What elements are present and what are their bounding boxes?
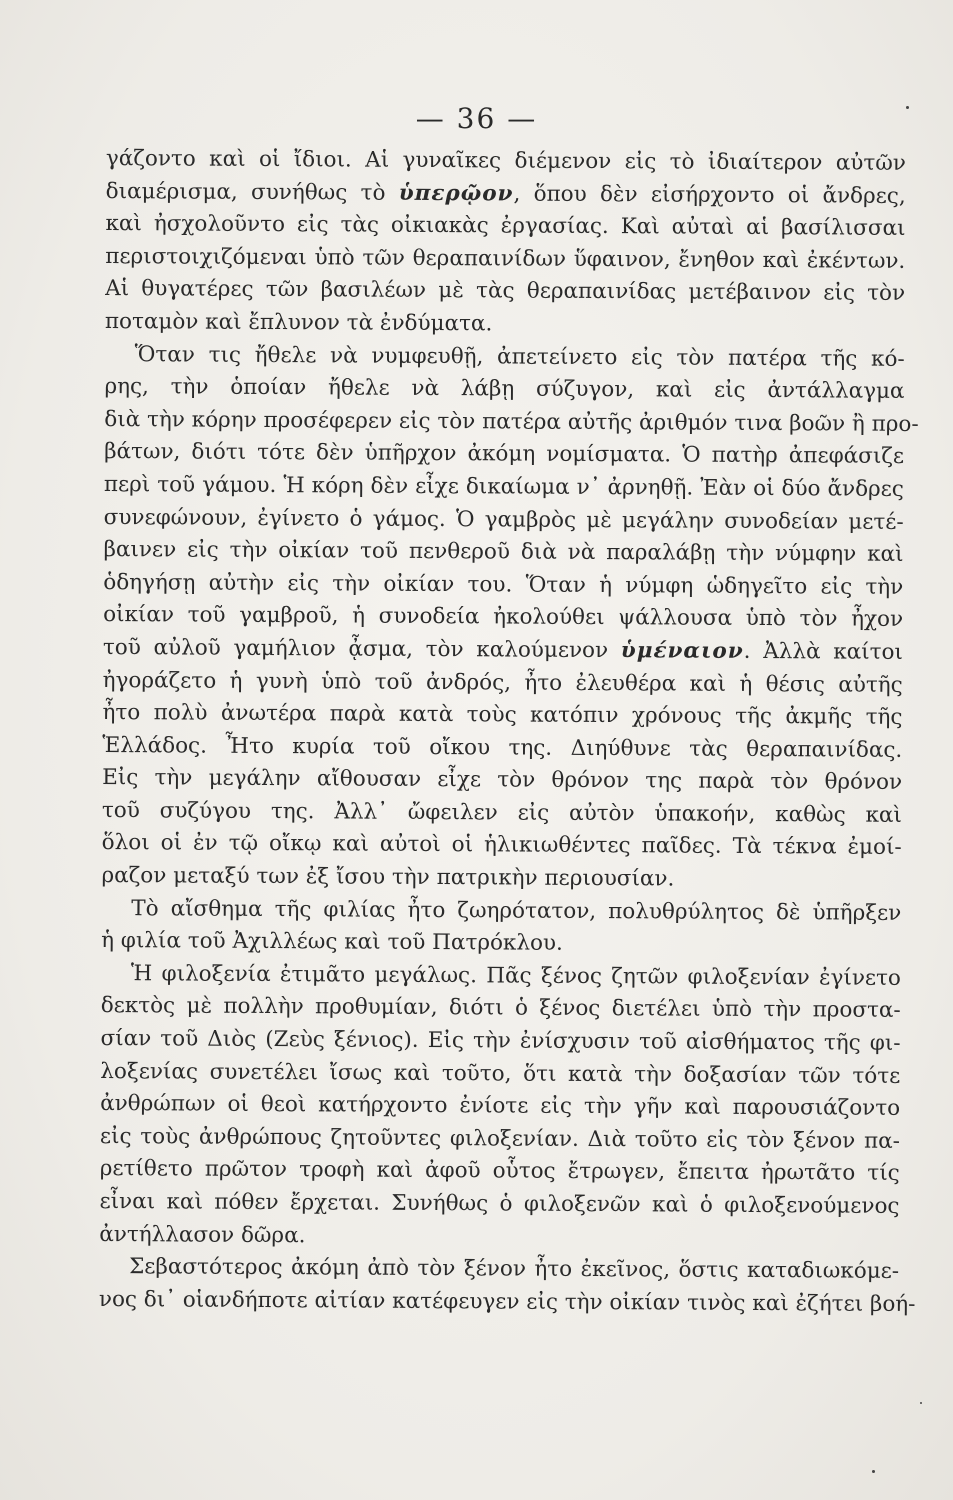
text-line-content: καὶ ἠσχολοῦντο εἰς τὰς οἰκιακὰς ἐργασίας. Καὶ αὐταὶ αἱ βασίλισσαι (105, 211, 906, 242)
text-line-content: λοξενίας συνετέλει ἴσως καὶ τοῦτο, ὅτι κατὰ τὴν δοξασίαν τῶν τότε (100, 1058, 901, 1089)
text-line-content: γάζοντο καὶ οἱ ἴδιοι. Αἱ γυναῖκες διέμενον εἰς τὸ ἰδιαίτερον αὐτῶν (105, 145, 906, 176)
text-line (100, 1153, 900, 1190)
text-line (104, 436, 904, 473)
text-line (100, 1056, 900, 1093)
text-line-content: Εἰς τὴν μεγάλην αἴθουσαν εἶχε τὸν θρόνον της παρὰ τὸν θρόνον (102, 765, 903, 796)
text-line (102, 697, 902, 734)
text-line (105, 273, 905, 310)
text-line-content: Ἑλλάδος. Ἦτο κυρία τοῦ οἴκου της. Διηύθυνε τὰς θεραπαινίδας. (102, 732, 903, 763)
text-line-content: οἰκίαν τοῦ γαμβροῦ, ἡ συνοδεία ἠκολούθει ψάλλουσα ὑπὸ τὸν ἦχον (103, 602, 904, 633)
text-line (102, 795, 902, 832)
page-number: — 36 — (415, 102, 538, 135)
text-line-content: ἠγοράζετο ἡ γυνὴ ὑπὸ τοῦ ἀνδρός, ἦτο ἐλευθέρα καὶ ἡ θέσις αὐτῆς (102, 667, 903, 698)
text-line (105, 208, 905, 245)
text-line-content: ἦτο πολὺ ἀνωτέρα παρὰ κατὰ τοὺς κατόπιν χρόνους τῆς ἀκμῆς τῆς (102, 700, 903, 730)
emphasized-term: ὑμέναιον (620, 638, 744, 664)
text-line-content: ὅλοι οἱ ἐν τῷ οἴκῳ καὶ αὐτοὶ οἱ ἡλικιωθέντες παῖδες. Τὰ τέκνα ἐμοί- (101, 830, 902, 861)
text-line (104, 469, 904, 506)
text-line (104, 404, 919, 441)
text-line-content: ἀνθρώπων οἱ θεοὶ κατήρχοντο ἐνίοτε εἰς τὴν γῆν καὶ παρουσιάζοντο (100, 1091, 901, 1122)
text-line-content: νος δι᾿ οἱανδήποτε αἰτίαν κατέφευγεν εἰς τὴν οἰκίαν τινὸς καὶ ἐζήτει βοή- (98, 1286, 916, 1317)
text-line (103, 664, 903, 701)
text-line (103, 599, 903, 636)
text-line-content: Αἱ θυγατέρες τῶν βασιλέων μὲ τὰς θεραπαινίδας μετέβαινον εἰς τὸν (105, 276, 906, 307)
text-line (103, 534, 903, 571)
text-line-content: σίαν τοῦ Διὸς (Ζεὺς ξένιος). Εἰς τὴν ἐνίσχυσιν τοῦ αἰσθήματος τῆς φι- (100, 1026, 901, 1056)
text-line (104, 502, 904, 539)
text-line (103, 567, 903, 604)
text-line-content: περιστοιχιζόμεναι ὑπὸ τῶν θεραπαινίδων ὕφαινον, ἔνηθον καὶ ἐκέντων. (105, 243, 906, 274)
text-line (106, 176, 906, 213)
body-text (98, 143, 919, 1321)
text-line-content: ποταμὸν καὶ ἔπλυνον τὰ ἐνδύματα. (104, 308, 493, 337)
text-line-content: περὶ τοῦ γάμου. Ἡ κόρη δὲν εἶχε δικαίωμα ν᾿ ἀρνηθῇ. Ἐὰν οἱ δύο ἄνδρες (103, 471, 904, 502)
text-line (101, 860, 901, 897)
text-line-content: ἡ φιλία τοῦ Ἀχιλλέως καὶ τοῦ Πατρόκλου. (101, 928, 563, 957)
text-line (102, 827, 902, 864)
text-line-content: ραζον μεταξύ των ἐξ ἴσου τὴν πατρικὴν περιουσίαν. (101, 863, 675, 892)
text-line-content: εἶναι καὶ πόθεν ἔρχεται. Συνήθως ὁ φιλοξενῶν καὶ ὁ φιλοξενούμενος (99, 1188, 900, 1219)
text-line (106, 143, 906, 180)
text-line-content: Ὅταν τις ἤθελε νὰ νυμφευθῇ, ἀπετείνετο εἰς τὸν πατέρα τῆς κό- (134, 341, 905, 372)
ink-speck (872, 1470, 875, 1473)
text-line-content: ὁδηγήσῃ αὐτὴν εἰς τὴν οἰκίαν του. Ὅταν ἡ νύμφη ὡδηγεῖτο εἰς τὴν (103, 569, 904, 600)
text-line (100, 1088, 900, 1125)
text-line-content: διαμέρισμα, συνήθως τὸ (105, 178, 399, 206)
ink-speck (906, 106, 909, 109)
text-line (102, 762, 902, 799)
text-line (105, 306, 905, 343)
text-line (103, 632, 903, 669)
text-line-continuation: . Ἀλλὰ καίτοι (743, 638, 903, 665)
text-line-content: ἀντήλλασον δῶρα. (99, 1221, 306, 1248)
text-line (102, 730, 902, 767)
text-line-content: εἰς τοὺς ἀνθρώπους ζητοῦντες φιλοξενίαν. Διὰ τοῦτο εἰς τὸν ξένον πα- (99, 1123, 900, 1154)
text-line-content: ρετίθετο πρῶτον τροφὴ καὶ ἀφοῦ οὗτος ἔτρωγεν, ἔπειτα ἠρωτᾶτο τίς (99, 1156, 900, 1187)
text-line (99, 1251, 899, 1288)
text-line-content: βαινεν εἰς τὴν οἰκίαν τοῦ πενθεροῦ διὰ νὰ παραλάβῃ τὴν νύμφην καὶ (103, 537, 904, 568)
text-line (104, 371, 904, 408)
text-line-content: ρης, τὴν ὁποίαν ἤθελε νὰ λάβῃ σύζυγον, καὶ εἰς ἀντάλλαγμα (104, 374, 905, 405)
text-line-content: διὰ τὴν κόρην προσέφερεν εἰς τὸν πατέρα αὐτῆς ἀριθμόν τινα βοῶν ἢ προ- (104, 406, 919, 437)
text-line (99, 1186, 899, 1223)
text-line (101, 990, 901, 1027)
text-line-content: Ἡ φιλοξενία ἐτιμᾶτο μεγάλως. Πᾶς ξένος ζητῶν φιλοξενίαν ἐγίνετο (130, 961, 901, 991)
text-line-content: δεκτὸς μὲ πολλὴν προθυμίαν, διότι ὁ ξένος διετέλει ὑπὸ τὴν προστα- (100, 993, 901, 1024)
text-line-content: βάτων, διότι τότε δὲν ὑπῆρχον ἀκόμη νομίσματα. Ὁ πατὴρ ἀπεφάσιζε (104, 439, 905, 470)
text-line-content: τοῦ συζύγου της. Ἀλλ᾿ ὤφειλεν εἰς αὐτὸν ὑπακοήν, καθὼς καὶ (101, 797, 902, 828)
text-line (105, 241, 905, 278)
text-line (99, 1219, 899, 1256)
text-line (105, 339, 905, 376)
text-line (101, 958, 901, 995)
text-line (101, 893, 901, 930)
text-line (100, 1023, 900, 1060)
text-line-content: Σεβαστότερος ἀκόμη ἀπὸ τὸν ξένον ἦτο ἐκεῖνος, ὅστις καταδιωκόμε- (129, 1254, 900, 1285)
emphasized-term: ὑπερῷον (398, 180, 514, 207)
text-line-content: Τὸ αἴσθημα τῆς φιλίας ἦτο ζωηρότατον, πολυθρύλητος δὲ ὑπῆρξεν (131, 895, 902, 926)
ink-speck (920, 1402, 922, 1404)
text-line-continuation: , ὅπου δὲν εἰσήρχοντο οἱ ἄνδρες, (513, 181, 906, 209)
text-line-content: συνεφώνουν, ἐγίνετο ὁ γάμος. Ὁ γαμβρὸς μὲ μεγάλην συνοδείαν μετέ- (103, 504, 904, 535)
text-line-content: τοῦ αὐλοῦ γαμήλιον ᾆσμα, τὸν καλούμενον (102, 634, 621, 664)
text-line (100, 1121, 900, 1158)
text-line (98, 1284, 916, 1321)
text-line (101, 925, 901, 962)
